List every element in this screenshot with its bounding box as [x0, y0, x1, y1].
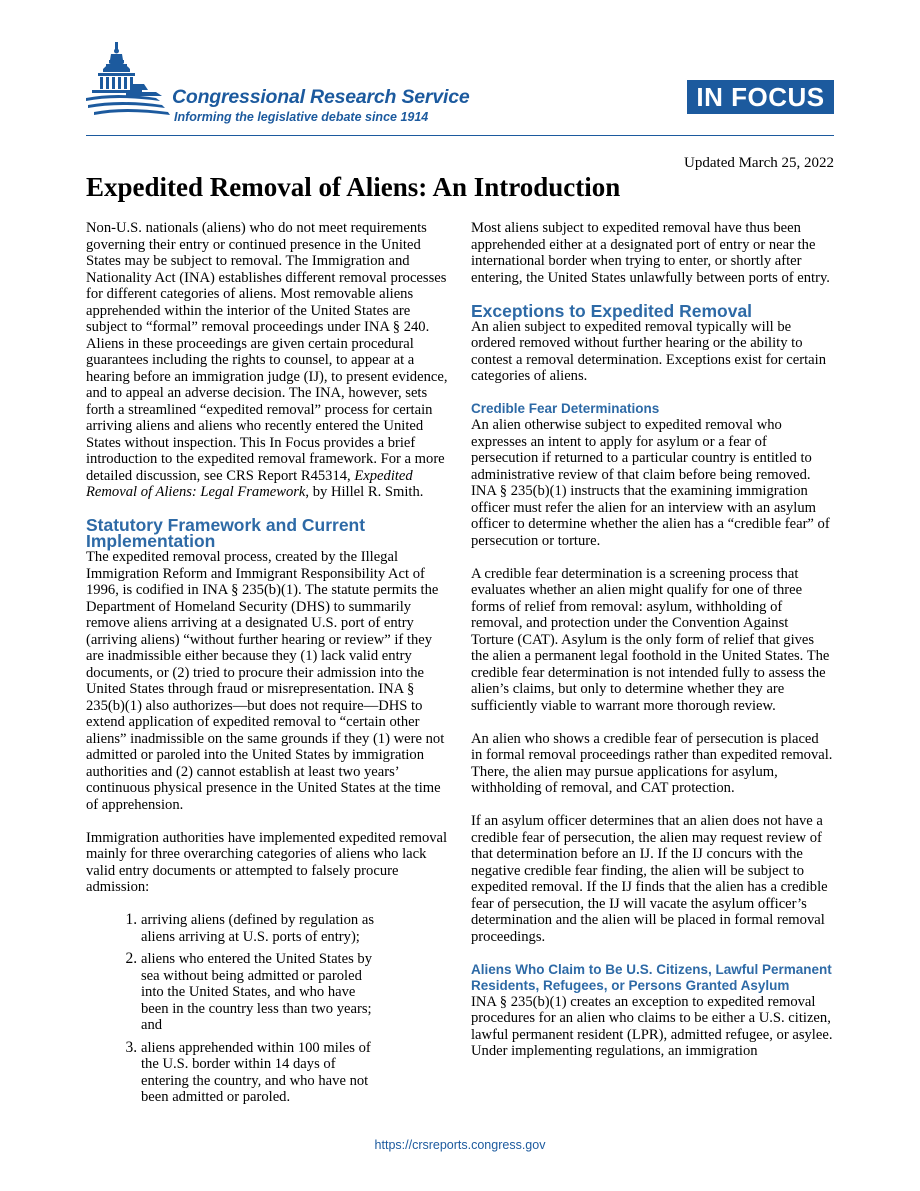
- list-item: 1. arriving aliens (defined by regulation as aliens arriving at U.S. ports of entry);: [141, 912, 381, 945]
- intro-paragraph: [86, 220, 448, 501]
- intro-text-b: , by Hillel R. Smith.: [305, 484, 424, 500]
- footer-url[interactable]: [0, 1138, 920, 1152]
- page-header: [0, 0, 920, 140]
- report-title: Expedited Removal of Aliens: Legal Framework: [86, 467, 413, 500]
- list-item: 3. aliens apprehended within 100 miles of the U.S. border within 14 days of entering the country, and who have not been admitted or paroled.: [141, 1040, 381, 1106]
- categories-list: [86, 912, 448, 1106]
- org-tagline: Informing the legislative debate since 1914: [174, 110, 429, 124]
- page-title: Expedited Removal of Aliens: An Introduction: [86, 172, 621, 202]
- statutory-paragraph-2: Immigration authorities have implemented expedited removal mainly for three overarching categories of aliens who lack valid entry documents or attempted to falsely procure admission:: [86, 829, 448, 895]
- capitol-dome-icon: [86, 40, 178, 130]
- in-focus-badge: IN FOCUS: [687, 80, 834, 114]
- subheading-claimed-status: Aliens Who Claim to Be U.S. Citizens, Lawful Permanent Residents, Refugees, or Persons Granted Asylum: [471, 961, 832, 993]
- footer-link[interactable]: https://crsreports.congress.gov: [374, 1138, 546, 1152]
- left-column: [86, 220, 448, 1112]
- org-name: Congressional Research Service: [172, 86, 470, 108]
- ports-paragraph: Most aliens subject to expedited removal have thus been apprehended either at a designated port of entry or near the international border when trying to enter, or shortly after entering, the United States unlawfully between ports of entry.: [471, 220, 830, 286]
- section-heading-statutory: Statutory Framework and Current Implementation: [86, 515, 366, 551]
- credible-fear-paragraph-4: If an asylum officer determines that an alien does not have a credible fear of persecution, the alien may request review of that determination before an IJ. If the IJ concurs with the negative credible fear finding, the alien will be subject to expedited removal. If the IJ finds that the alien has a credible fear of persecution, the IJ will vacate the asylum officer’s determination and the alien will be placed in formal removal proceedings.: [471, 813, 828, 945]
- section-heading-exceptions: Exceptions to Expedited Removal: [471, 300, 753, 321]
- credible-fear-paragraph-3: An alien who shows a credible fear of persecution is placed in formal removal proceedings rather than expedited removal. There, the alien may pursue applications for asylum, withholding of removal, and CAT protection.: [471, 730, 833, 796]
- intro-text-a: Non-U.S. nationals (aliens) who do not meet requirements governing their entry or continued presence in the United States may be subject to removal. The Immigration and Nationality Act (INA) establishes different removal processes for different categories of aliens. Most removable aliens apprehended within the interior of the United States are subject to “formal” removal proceedings under INA § 240. Aliens in these proceedings are given certain procedural guarantees including the rights to counsel, to appear at a hearing before an immigration judge (IJ), to present evidence, and to appeal an adverse decision. The INA, however, sets forth a streamlined “expedited removal” process for certain arriving aliens and aliens who recently entered the United States without inspection. This In Focus provides a brief introduction to the expedited removal framework. For a more detailed discussion, see CRS Report R45314,: [86, 220, 448, 484]
- exceptions-paragraph: An alien subject to expedited removal typically will be ordered removed without further hearing or the ability to contest a removal determination. Exceptions exist for certain categories of aliens.: [471, 318, 826, 384]
- header-rule: [86, 135, 834, 136]
- updated-date: Updated March 25, 2022: [684, 155, 834, 171]
- statutory-paragraph-1: The expedited removal process, created by the Illegal Immigration Reform and Immigrant Responsibility Act of 1996, is codified in INA § 235(b)(1). The statute permits the Department of Homeland Security (DHS) to summarily remove aliens arriving at a designated U.S. port of entry (arriving aliens) “without further hearing or review” if they are inadmissible either because they (1) lack valid entry documents, or (2) tried to procure their admission into the United States through fraud or misrepresentation. INA § 235(b)(1) also authorizes—but does not require—DHS to extend application of expedited removal to “certain other aliens” inadmissible on the same grounds if they (1) were not admitted or paroled into the United States by immigration authorities and (2) cannot establish at least two years’ continuous physical presence in the United States at the time of apprehension.: [86, 549, 445, 813]
- right-column: [471, 220, 833, 1076]
- subheading-credible-fear: Credible Fear Determinations: [471, 401, 660, 416]
- credible-fear-paragraph-2: A credible fear determination is a screening process that evaluates whether an alien might qualify for one of three forms of relief from removal: asylum, withholding of removal, and protection under the Convention Against Torture (CAT). Asylum is the only form of relief that gives the alien a permanent legal foothold in the United States. The credible fear determination is not intended fully to assess the alien’s claims, but only to determine whether they are sufficiently viable to warrant more thorough review.: [471, 565, 830, 714]
- claimed-status-paragraph: INA § 235(b)(1) creates an exception to expedited removal procedures for an alien who claims to be either a U.S. citizen, lawful permanent resident (LPR), admitted refugee, or asylee. Under implementing regulations, an immigration: [471, 993, 833, 1059]
- list-item: 2. aliens who entered the United States by sea without being admitted or paroled into the United States, and who have been in the country less than two years; and: [141, 951, 381, 1034]
- credible-fear-paragraph-1: An alien otherwise subject to expedited removal who expresses an intent to apply for asylum or a fear of persecution if returned to a particular country is entitled to administrative review of that claim before being removed. INA § 235(b)(1) instructs that the examining immigration officer must refer the alien for an interview with an asylum officer to determine whether the alien has a “credible fear” of persecution or torture.: [471, 417, 830, 549]
